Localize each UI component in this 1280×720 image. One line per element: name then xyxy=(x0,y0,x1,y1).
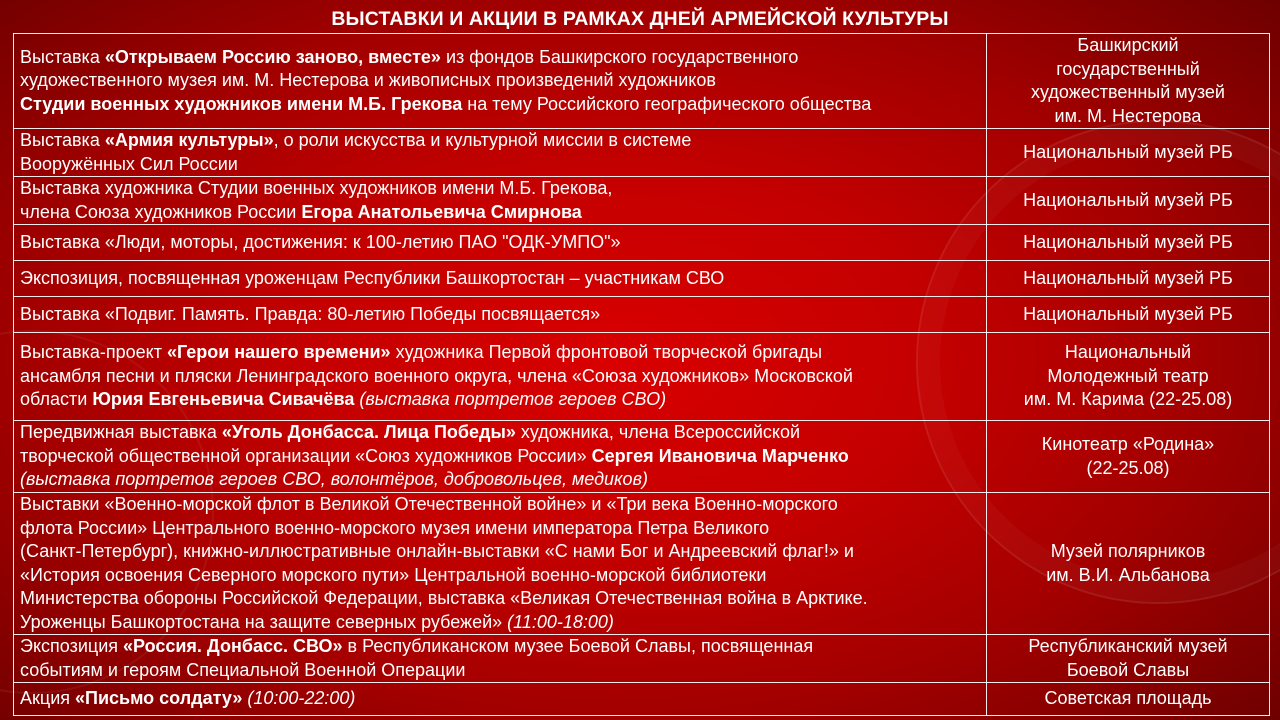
venue-line: художественный музей xyxy=(1031,82,1225,102)
events-table xyxy=(13,33,1270,716)
table-row xyxy=(14,34,1270,129)
bold-text: «Россия. Донбасс. СВО» xyxy=(123,636,343,656)
venue-line: (22-25.08) xyxy=(1086,457,1170,478)
description-line xyxy=(20,153,980,177)
text: области xyxy=(20,389,93,410)
venue-line: Республиканский музей xyxy=(1028,636,1228,656)
table-row xyxy=(14,297,1270,333)
event-description xyxy=(14,683,987,716)
text: Выставки «Военно-морской флот в Великой Отечественной войне» и «Три века Военно-морского xyxy=(20,494,838,514)
event-venue xyxy=(987,635,1270,683)
venue-line: Боевой Славы xyxy=(1066,659,1190,680)
description-line xyxy=(20,564,980,588)
event-venue xyxy=(987,683,1270,716)
event-venue xyxy=(987,297,1270,333)
italic-text: (10:00-22:00) xyxy=(247,688,356,709)
table-row xyxy=(14,261,1270,297)
table-row xyxy=(14,683,1270,716)
bold-text: Сергея Ивановича Марченко xyxy=(591,445,849,466)
table-row xyxy=(14,225,1270,261)
text: члена Союза художников России xyxy=(20,201,302,222)
description-line xyxy=(20,231,980,255)
event-description xyxy=(14,261,987,297)
venue-line: Национальный музей РБ xyxy=(1023,303,1233,324)
table-row xyxy=(14,177,1270,225)
event-description xyxy=(14,635,987,683)
venue-line: им. М. Нестерова xyxy=(1054,105,1202,126)
bold-text: «Уголь Донбасса. Лица Победы» xyxy=(221,422,516,443)
event-description xyxy=(14,493,987,635)
description-line xyxy=(20,388,980,412)
venue-line: Кинотеатр «Родина» xyxy=(1041,434,1215,454)
text: в Республиканском музее Боевой Славы, посвященная xyxy=(342,636,814,656)
venue-line: Национальный xyxy=(1064,342,1192,363)
italic-text: (11:00-18:00) xyxy=(507,611,614,632)
table-row xyxy=(14,333,1270,421)
event-description xyxy=(14,297,987,333)
event-description xyxy=(14,225,987,261)
description-line xyxy=(20,46,980,70)
bold-text: «Открываем Россию заново, вместе» xyxy=(104,46,441,67)
text: событиям и героям Специальной Военной Операции xyxy=(20,659,466,680)
text: Выставка-проект xyxy=(20,342,167,363)
text: из фондов Башкирского государственного xyxy=(440,46,799,67)
event-venue xyxy=(987,493,1270,635)
description-line xyxy=(20,93,980,117)
text: художника Первой фронтовой творческой бригады xyxy=(390,342,823,363)
description-line xyxy=(20,177,980,201)
text: художественного музея им. М. Нестерова и живописных произведений художников xyxy=(20,70,716,91)
venue-line: Национальный музей РБ xyxy=(1023,141,1233,162)
venue-line: Молодежный театр xyxy=(1047,365,1209,386)
description-line xyxy=(20,365,980,389)
venue-line: Советская площадь xyxy=(1044,688,1212,709)
text: Министерства обороны Российской Федерации, выставка «Великая Отечественная война в Арктике. xyxy=(20,588,868,608)
text: флота России» Центрального военно-морского музея имени императора Петра Великого xyxy=(20,517,770,538)
text: Передвижная выставка xyxy=(20,422,222,443)
text: творческой общественной организации «Союз художников России» xyxy=(20,445,592,466)
text: Выставка «Люди, моторы, достижения: к 100-летию ПАО "ОДК-УМПО"» xyxy=(20,231,621,252)
event-venue xyxy=(987,333,1270,421)
event-description xyxy=(14,333,987,421)
text: Вооружённых Сил России xyxy=(20,153,238,174)
text: художника, члена Всероссийской xyxy=(515,422,801,443)
bold-text: Юрия Евгеньевича Сивачёва xyxy=(92,389,355,410)
italic-text: (выставка портретов героев СВО) xyxy=(359,389,667,410)
bold-text: Егора Анатольевича Смирнова xyxy=(301,201,582,222)
event-description xyxy=(14,129,987,177)
venue-line: Музей полярников xyxy=(1050,541,1206,561)
bold-text: «Письмо солдату» xyxy=(75,688,243,709)
text: Уроженцы Башкортостана на защите северных рубежей» xyxy=(20,611,508,632)
event-description xyxy=(14,421,987,493)
text: ансамбля песни и пляски Ленинградского военного округа, члена «Союза художников» Московской xyxy=(20,365,853,386)
text: Акция xyxy=(20,688,75,709)
table-row xyxy=(14,129,1270,177)
page-title: ВЫСТАВКИ И АКЦИИ В РАМКАХ ДНЕЙ АРМЕЙСКОЙ КУЛЬТУРЫ xyxy=(331,8,949,30)
table-row xyxy=(14,493,1270,635)
text: Выставка «Подвиг. Память. Правда: 80-летию Победы посвящается» xyxy=(20,303,601,324)
description-line xyxy=(20,540,980,564)
text: , о роли искусства и культурной миссии в системе xyxy=(273,130,692,150)
event-description xyxy=(14,34,987,129)
description-line xyxy=(20,611,980,635)
venue-line: им. В.И. Альбанова xyxy=(1046,564,1210,585)
text: «История освоения Северного морского пути» Центральной военно-морской библиотеки xyxy=(20,564,767,585)
event-venue xyxy=(987,177,1270,225)
text: Выставка xyxy=(20,46,105,67)
venue-line: им. М. Карима (22-25.08) xyxy=(1023,389,1233,410)
table-row xyxy=(14,635,1270,683)
description-line xyxy=(20,659,980,683)
description-line xyxy=(20,341,980,365)
description-line xyxy=(20,493,980,517)
text: Выставка xyxy=(20,130,105,150)
description-line xyxy=(20,587,980,611)
event-venue xyxy=(987,421,1270,493)
description-line xyxy=(20,69,980,93)
description-line xyxy=(20,635,980,659)
description-line xyxy=(20,517,980,541)
venue-line: государственный xyxy=(1056,58,1200,79)
table-row xyxy=(14,421,1270,493)
event-venue xyxy=(987,225,1270,261)
description-line xyxy=(20,129,980,153)
venue-line: Национальный музей РБ xyxy=(1023,189,1233,210)
description-line xyxy=(20,267,980,291)
text: Экспозиция, посвященная уроженцам Республики Башкортостан – участникам СВО xyxy=(20,267,725,288)
venue-line: Национальный музей РБ xyxy=(1023,231,1233,252)
description-line xyxy=(20,201,980,225)
description-line xyxy=(20,303,980,327)
description-line xyxy=(20,445,980,469)
description-line xyxy=(20,687,980,711)
italic-text: (выставка портретов героев СВО, волонтёров, добровольцев, медиков) xyxy=(20,469,648,490)
venue-line: Национальный музей РБ xyxy=(1023,267,1233,288)
bold-text: «Герои нашего времени» xyxy=(166,342,391,363)
venue-line: Башкирский xyxy=(1077,35,1179,55)
description-line xyxy=(20,421,980,445)
text: Экспозиция xyxy=(20,636,123,656)
description-line xyxy=(20,468,980,492)
event-venue xyxy=(987,34,1270,129)
text: (Санкт-Петербург), книжно-иллюстративные онлайн-выставки «С нами Бог и Андреевский флаг!» и xyxy=(20,541,854,561)
event-description xyxy=(14,177,987,225)
bold-text: Студии военных художников имени М.Б. Грекова xyxy=(20,93,463,114)
bold-text: «Армия культуры» xyxy=(104,130,274,150)
event-venue xyxy=(987,129,1270,177)
event-venue xyxy=(987,261,1270,297)
text: на тему Российского географического общества xyxy=(462,93,872,114)
text: Выставка художника Студии военных художников имени М.Б. Грекова, xyxy=(20,178,613,198)
